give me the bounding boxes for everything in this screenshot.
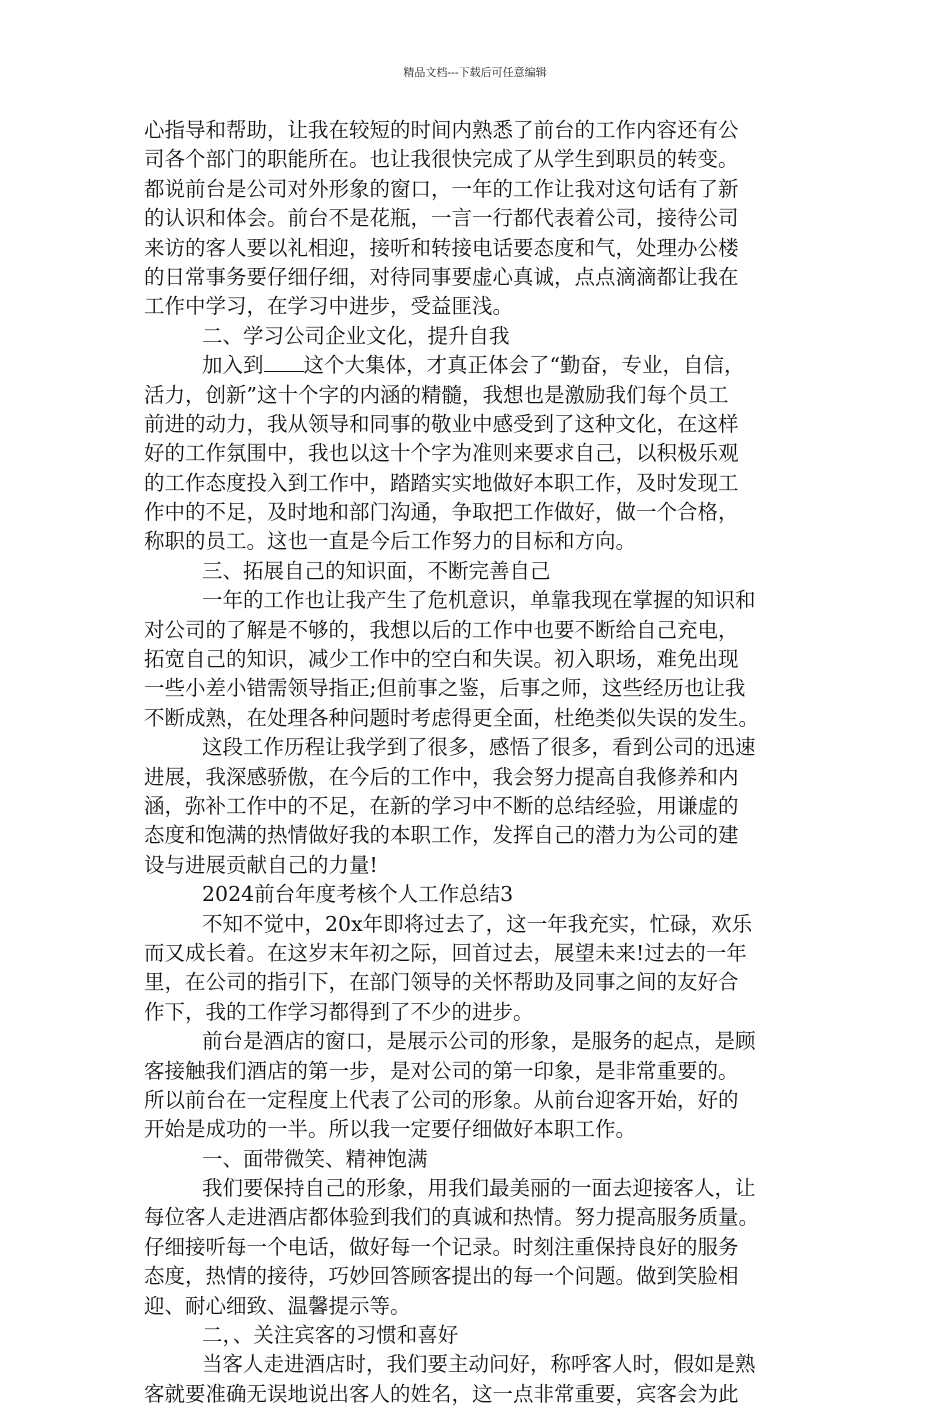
text-line: 作下，我的工作学习都得到了不少的进步。 [144,999,534,1024]
text-line: 的日常事务要仔细仔细，对待同事要虚心真诚，点点滴滴都让我在 [144,264,739,289]
text-line: 的认识和体会。前台不是花瓶，一言一行都代表着公司，接待公司 [144,206,739,231]
text-line: 一、面带微笑、精神饱满 [202,1146,428,1171]
text-line: 态度和饱满的热情做好我的本职工作，发挥自己的潜力为公司的建 [144,823,739,848]
text-line: 工作中学习，在学习中进步，受益匪浅。 [144,294,513,319]
text-line: 来访的客人要以礼相迎，接听和转接电话要态度和气，处理办公楼 [144,235,739,260]
text-line: 二，、关注宾客的习惯和喜好 [202,1323,459,1348]
text-line: 司各个部门的职能所在。也让我很快完成了从学生到职员的转变。 [144,147,739,172]
text-line: 二、学习公司企业文化，提升自我 [202,323,510,348]
text-line: 开始是成功的一半。所以我一定要仔细做好本职工作。 [144,1117,636,1142]
text-line: 作中的不足，及时地和部门沟通，争取把工作做好，做一个合格， [144,500,739,525]
text-line: 客就要准确无误地说出客人的姓名，这一点非常重要，宾客会为此 [144,1381,739,1406]
page-header: 精品文档---下载后可任意编辑 [403,66,547,79]
text-line: 里，在公司的指引下，在部门领导的关怀帮助及同事之间的友好合 [144,970,739,995]
text-line: 活力，创新”这十个字的内涵的精髓，我想也是激励我们每个员工 [144,382,729,407]
text-line: 的工作态度投入到工作中，踏踏实实地做好本职工作，及时发现工 [144,470,739,495]
text-line: 所以前台在一定程度上代表了公司的形象。从前台迎客开始，好的 [144,1087,739,1112]
text-line: 设与进展贡献自己的力量! [144,852,378,877]
text-segment: 这个大集体，才真正体会了“勤奋，专业，自信， [303,353,745,378]
text-line: 不知不觉中，20x年即将过去了，这一年我充实，忙碌，欢乐 [202,911,753,936]
document-body [144,116,812,1409]
text-line [144,351,812,380]
text-line: 心指导和帮助，让我在较短的时间内熟悉了前台的工作内容还有公 [144,118,739,142]
text-line: 每位客人走进酒店都体验到我们的真诚和热情。努力提高服务质量。 [144,1205,759,1230]
text-line: 前进的动力，我从领导和同事的敬业中感受到了这种文化，在这样 [144,411,739,436]
text-line: 涵，弥补工作中的不足，在新的学习中不断的总结经验，用谦虚的 [144,793,739,818]
text-line: 当客人走进酒店时，我们要主动问好，称呼客人时，假如是熟 [202,1352,756,1377]
text-line: 而又成长着。在这岁末年初之际，回首过去，展望未来!过去的一年 [144,940,747,965]
text-line: 前台是酒店的窗口，是展示公司的形象，是服务的起点，是顾 [202,1029,756,1054]
text-line: 这段工作历程让我学到了很多，感悟了很多，看到公司的迅速 [202,735,756,760]
text-line: 拓宽自己的知识，减少工作中的空白和失误。初入职场，难免出现 [144,647,739,672]
text-line: 迎、耐心细致、温馨提示等。 [144,1293,411,1318]
text-segment: 加入到 [202,353,264,378]
text-line: 一年的工作也让我产生了危机意识，单靠我现在掌握的知识和 [202,588,756,613]
text-line: 2024前台年度考核个人工作总结3 [202,882,514,907]
text-line: 不断成熟，在处理各种问题时考虑得更全面，杜绝类似失误的发生。 [144,705,759,730]
text-line: 好的工作氛围中，我也以这十个字为准则来要求自己，以积极乐观 [144,441,739,466]
text-line: 三、拓展自己的知识面，不断完善自己 [202,558,551,583]
text-line: 对公司的了解是不够的，我想以后的工作中也要不断给自己充电， [144,617,739,642]
text-line: 进展，我深感骄傲，在今后的工作中，我会努力提高自我修养和内 [144,764,739,789]
text-line: 态度，热情的接待，巧妙回答顾客提出的每一个问题。做到笑脸相 [144,1264,739,1289]
fill-in-blank [264,351,304,372]
text-line: 仔细接听每一个电话，做好每一个记录。时刻注重保持良好的服务 [144,1234,739,1259]
text-line: 我们要保持自己的形象，用我们最美丽的一面去迎接客人，让 [202,1176,756,1201]
text-line: 称职的员工。这也一直是今后工作努力的目标和方向。 [144,529,636,554]
text-line: 一些小差小错需领导指正;但前事之鉴，后事之师，这些经历也让我 [144,676,746,701]
text-line: 都说前台是公司对外形象的窗口，一年的工作让我对这句话有了新 [144,176,739,201]
text-line: 客接触我们酒店的第一步，是对公司的第一印象，是非常重要的。 [144,1058,739,1083]
